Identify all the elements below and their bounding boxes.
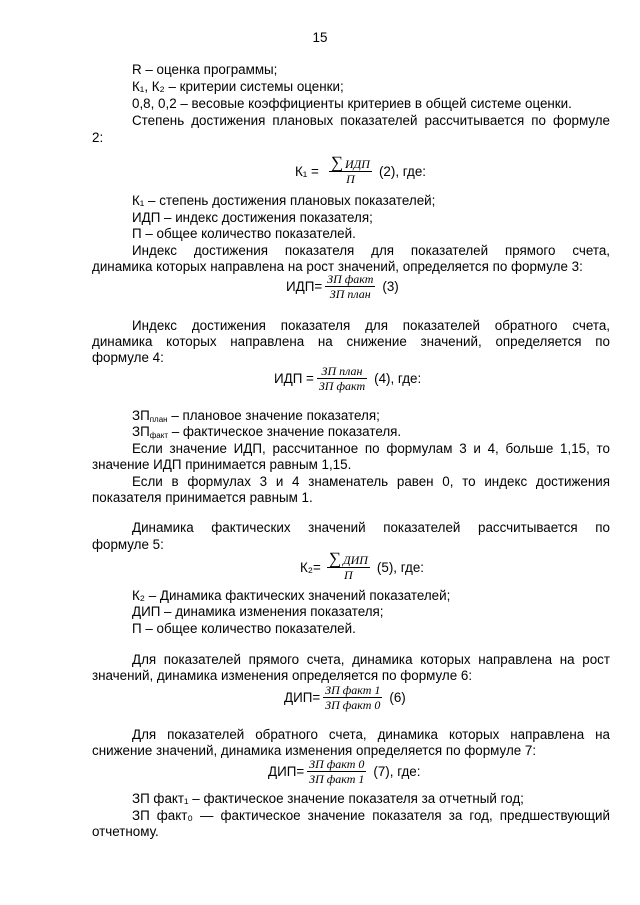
- formula-4: [274, 364, 421, 393]
- text-line: значений, динамика изменения определяется по формуле 6:: [92, 668, 473, 683]
- text-line: отчетному.: [92, 824, 159, 839]
- text-line: [132, 424, 401, 442]
- fraction: [317, 364, 367, 393]
- formula-lhs: ДИП=: [284, 690, 321, 705]
- sum-symbol: ∑: [328, 549, 341, 568]
- formula-7: [268, 757, 420, 786]
- text-line: [132, 791, 524, 807]
- formula-lhs: ИДП =: [274, 371, 314, 386]
- formula-3: [286, 272, 399, 301]
- fraction-denominator: П: [344, 568, 353, 582]
- formula-tail: (7), где:: [373, 764, 421, 779]
- formula-tail: (3): [382, 279, 399, 294]
- definition-text: – фактическое значение показателя за отчетный год;: [192, 791, 524, 806]
- fraction-numerator: ЗП факт: [327, 272, 374, 286]
- text-line: 2:: [92, 130, 104, 145]
- text-line: ЗП факт₀ — фактическое значение показателя за год, предшествующий: [132, 808, 610, 823]
- text-line: Индекс достижения показателя для показателей обратного счета,: [132, 318, 610, 333]
- fraction: [307, 757, 366, 786]
- fraction: [327, 549, 370, 582]
- formula-tail: (5), где:: [376, 559, 424, 575]
- formula-lhs: ИДП=: [286, 279, 323, 294]
- formula-tail: (2), где:: [378, 163, 427, 179]
- text-line: Динамика фактических значений показателей рассчитывается по: [132, 520, 610, 535]
- formula-tail: (6): [389, 690, 406, 705]
- zp-label: ЗП факт₁: [132, 791, 189, 806]
- zp-subscript: факт: [149, 431, 169, 440]
- text-line: ИДП – индекс достижения показателя;: [132, 210, 373, 225]
- definition-text: – фактическое значение показателя.: [171, 424, 402, 439]
- text-line: К₂ – Динамика фактических значений показателей;: [132, 588, 451, 603]
- fraction-numerator: ∑ ИДП: [330, 153, 370, 172]
- text-line: К₁, К₂ – критерии системы оценки;: [132, 79, 344, 94]
- formula-lhs: К₂=: [300, 559, 321, 575]
- text-line: снижение значений, динамика изменения определяется по формуле 7:: [92, 743, 537, 758]
- fraction: [323, 683, 382, 712]
- text-line: R – оценка программы;: [132, 62, 278, 77]
- formula-lhs: ДИП=: [268, 764, 305, 779]
- text-line: Для показателей обратного счета, динамика которых направлена на: [132, 727, 610, 742]
- text-line: Если значение ИДП, рассчитанное по формулам 3 и 4, больше 1,15, то: [132, 441, 610, 456]
- fraction: [325, 272, 375, 301]
- definition-text: – плановое значение показателя;: [171, 408, 380, 423]
- text-line: показателя принимается равным 1.: [92, 490, 313, 505]
- fraction: [329, 153, 372, 186]
- fraction-numerator: ∑ ДИП: [328, 549, 368, 568]
- formula-tail: (4), где:: [374, 371, 422, 386]
- fraction-denominator: ЗП факт 1: [309, 772, 365, 786]
- text-line: динамика которых направлена на рост значений, определяется по формуле 3:: [92, 259, 583, 274]
- fraction-numerator: ЗП факт 0: [309, 757, 365, 771]
- fraction-numerator: ЗП план: [317, 364, 367, 379]
- sum-symbol: ∑: [330, 153, 343, 172]
- text-line: К₁ – степень достижения плановых показателей;: [132, 193, 436, 208]
- zp-subscript: план: [149, 415, 168, 424]
- text-line: Степень достижения плановых показателей рассчитывается по формуле: [132, 113, 610, 128]
- fraction-denominator: ЗП план: [329, 287, 371, 301]
- text-line: Если в формулах 3 и 4 знаменатель равен 0, то индекс достижения: [132, 474, 610, 489]
- text-line: П – общее количество показателей.: [132, 621, 356, 636]
- zp-label: ЗП: [132, 424, 150, 439]
- fraction-denominator: ЗП факт: [318, 379, 366, 393]
- text-line: Индекс достижения показателя для показателей прямого счета,: [132, 243, 610, 258]
- text-line: 0,8, 0,2 – весовые коэффициенты критериев в общей системе оценки.: [132, 96, 572, 111]
- formula-5: [300, 549, 424, 582]
- text-line: Для показателей прямого счета, динамика которых направлена на рост: [132, 652, 610, 667]
- fraction-denominator: П: [346, 172, 355, 186]
- text-line: ДИП – динамика изменения показателя;: [132, 604, 384, 619]
- fraction-numerator: ЗП факт 1: [325, 683, 381, 697]
- text-line: значение ИДП принимается равным 1,15.: [92, 457, 352, 472]
- formula-2: [295, 153, 427, 186]
- text-line: динамика которых направлена на снижение значений, определяется по: [92, 334, 610, 349]
- text-line: П – общее количество показателей.: [132, 226, 356, 241]
- text-line: формуле 4:: [92, 350, 164, 365]
- zp-label: ЗП: [132, 408, 150, 423]
- formula-lhs: К₁ =: [295, 163, 319, 179]
- formula-6: [284, 683, 406, 712]
- text-line: формуле 5:: [92, 537, 164, 552]
- fraction-denominator: ЗП факт 0: [325, 698, 381, 712]
- page-number: 15: [312, 30, 328, 45]
